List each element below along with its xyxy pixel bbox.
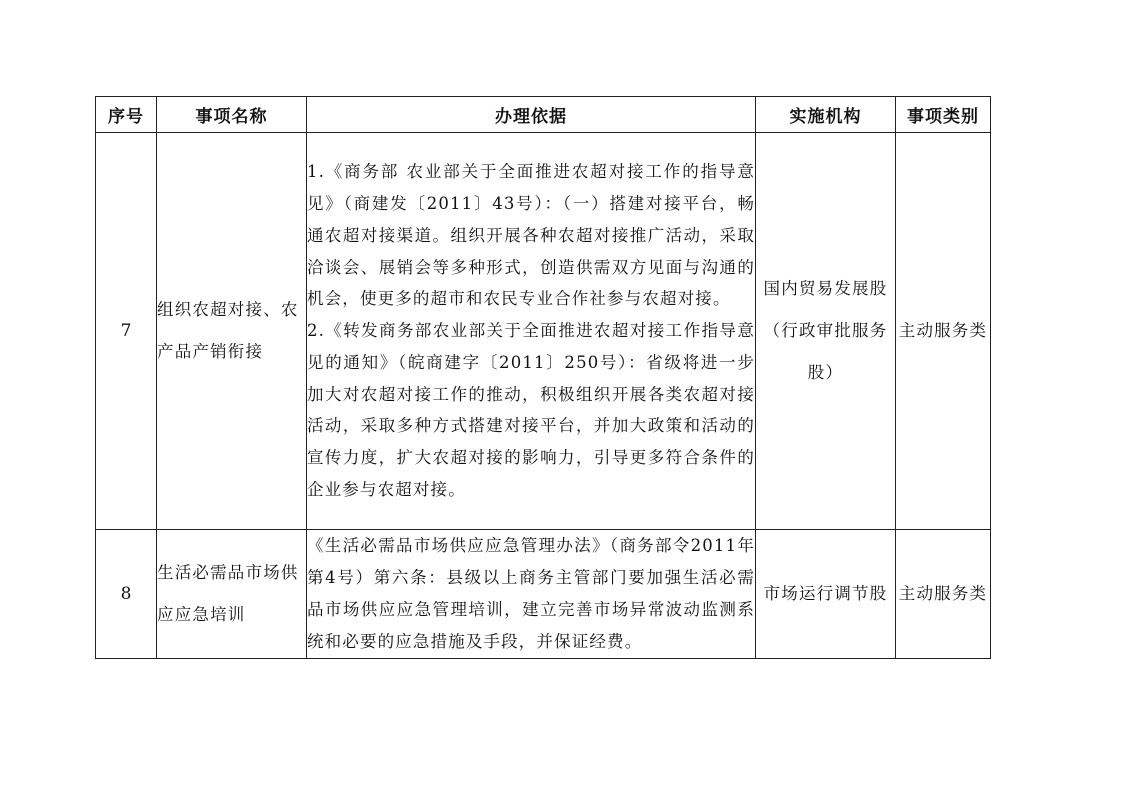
header-matter-category: 事项类别: [896, 97, 991, 133]
legal-basis-cell: [307, 530, 756, 659]
table-row: [96, 530, 991, 659]
serial-number-cell: 8: [96, 530, 157, 659]
implementing-agency-cell: 市场运行调节股: [756, 530, 896, 659]
header-implementing-agency: 实施机构: [756, 97, 896, 133]
matter-category-cell: 主动服务类: [896, 530, 991, 659]
legal-basis-paragraph: 2.《转发商务部农业部关于全面推进农超对接工作指导意见的通知》（皖商建字〔2011〕250号）：省级将进一步加大对农超对接工作的推动，积极组织开展各类农超对接活动，采取多种方式搭建对接平台，并加大政策和活动的宣传力度，扩大农超对接的影响力，引导更多符合条件的企业参与农超对接。: [307, 321, 755, 500]
matter-name-cell: 生活必需品市场供应应急培训: [157, 530, 307, 659]
header-legal-basis: 办理依据: [307, 97, 756, 133]
legal-basis-paragraph: 《生活必需品市场供应应急管理办法》（商务部令2011年第4号）第六条：县级以上商务主管部门要加强生活必需品市场供应应急管理培训，建立完善市场异常波动监测系统和必要的应急措施及手段，并保证经费。: [307, 536, 755, 651]
implementing-agency-cell: 国内贸易发展股（行政审批服务股）: [756, 133, 896, 530]
matter-name-cell: 组织农超对接、农产品产销衔接: [157, 133, 307, 530]
matter-category-cell: 主动服务类: [896, 133, 991, 530]
table-header-row: [96, 97, 991, 133]
legal-basis-paragraph: 1.《商务部 农业部关于全面推进农超对接工作的指导意见》（商建发〔2011〕43号）：（一）搭建对接平台，畅通农超对接渠道。组织开展各种农超对接推广活动，采取洽谈会、展销会等多种形式，创造供需双方见面与沟通的机会，使更多的超市和农民专业合作社参与农超对接。: [307, 162, 755, 309]
legal-basis-cell: [307, 133, 756, 530]
header-serial-number: 序号: [96, 97, 157, 133]
header-matter-name: 事项名称: [157, 97, 307, 133]
serial-number-cell: 7: [96, 133, 157, 530]
table-row: [96, 133, 991, 530]
service-matters-table: [95, 96, 991, 659]
